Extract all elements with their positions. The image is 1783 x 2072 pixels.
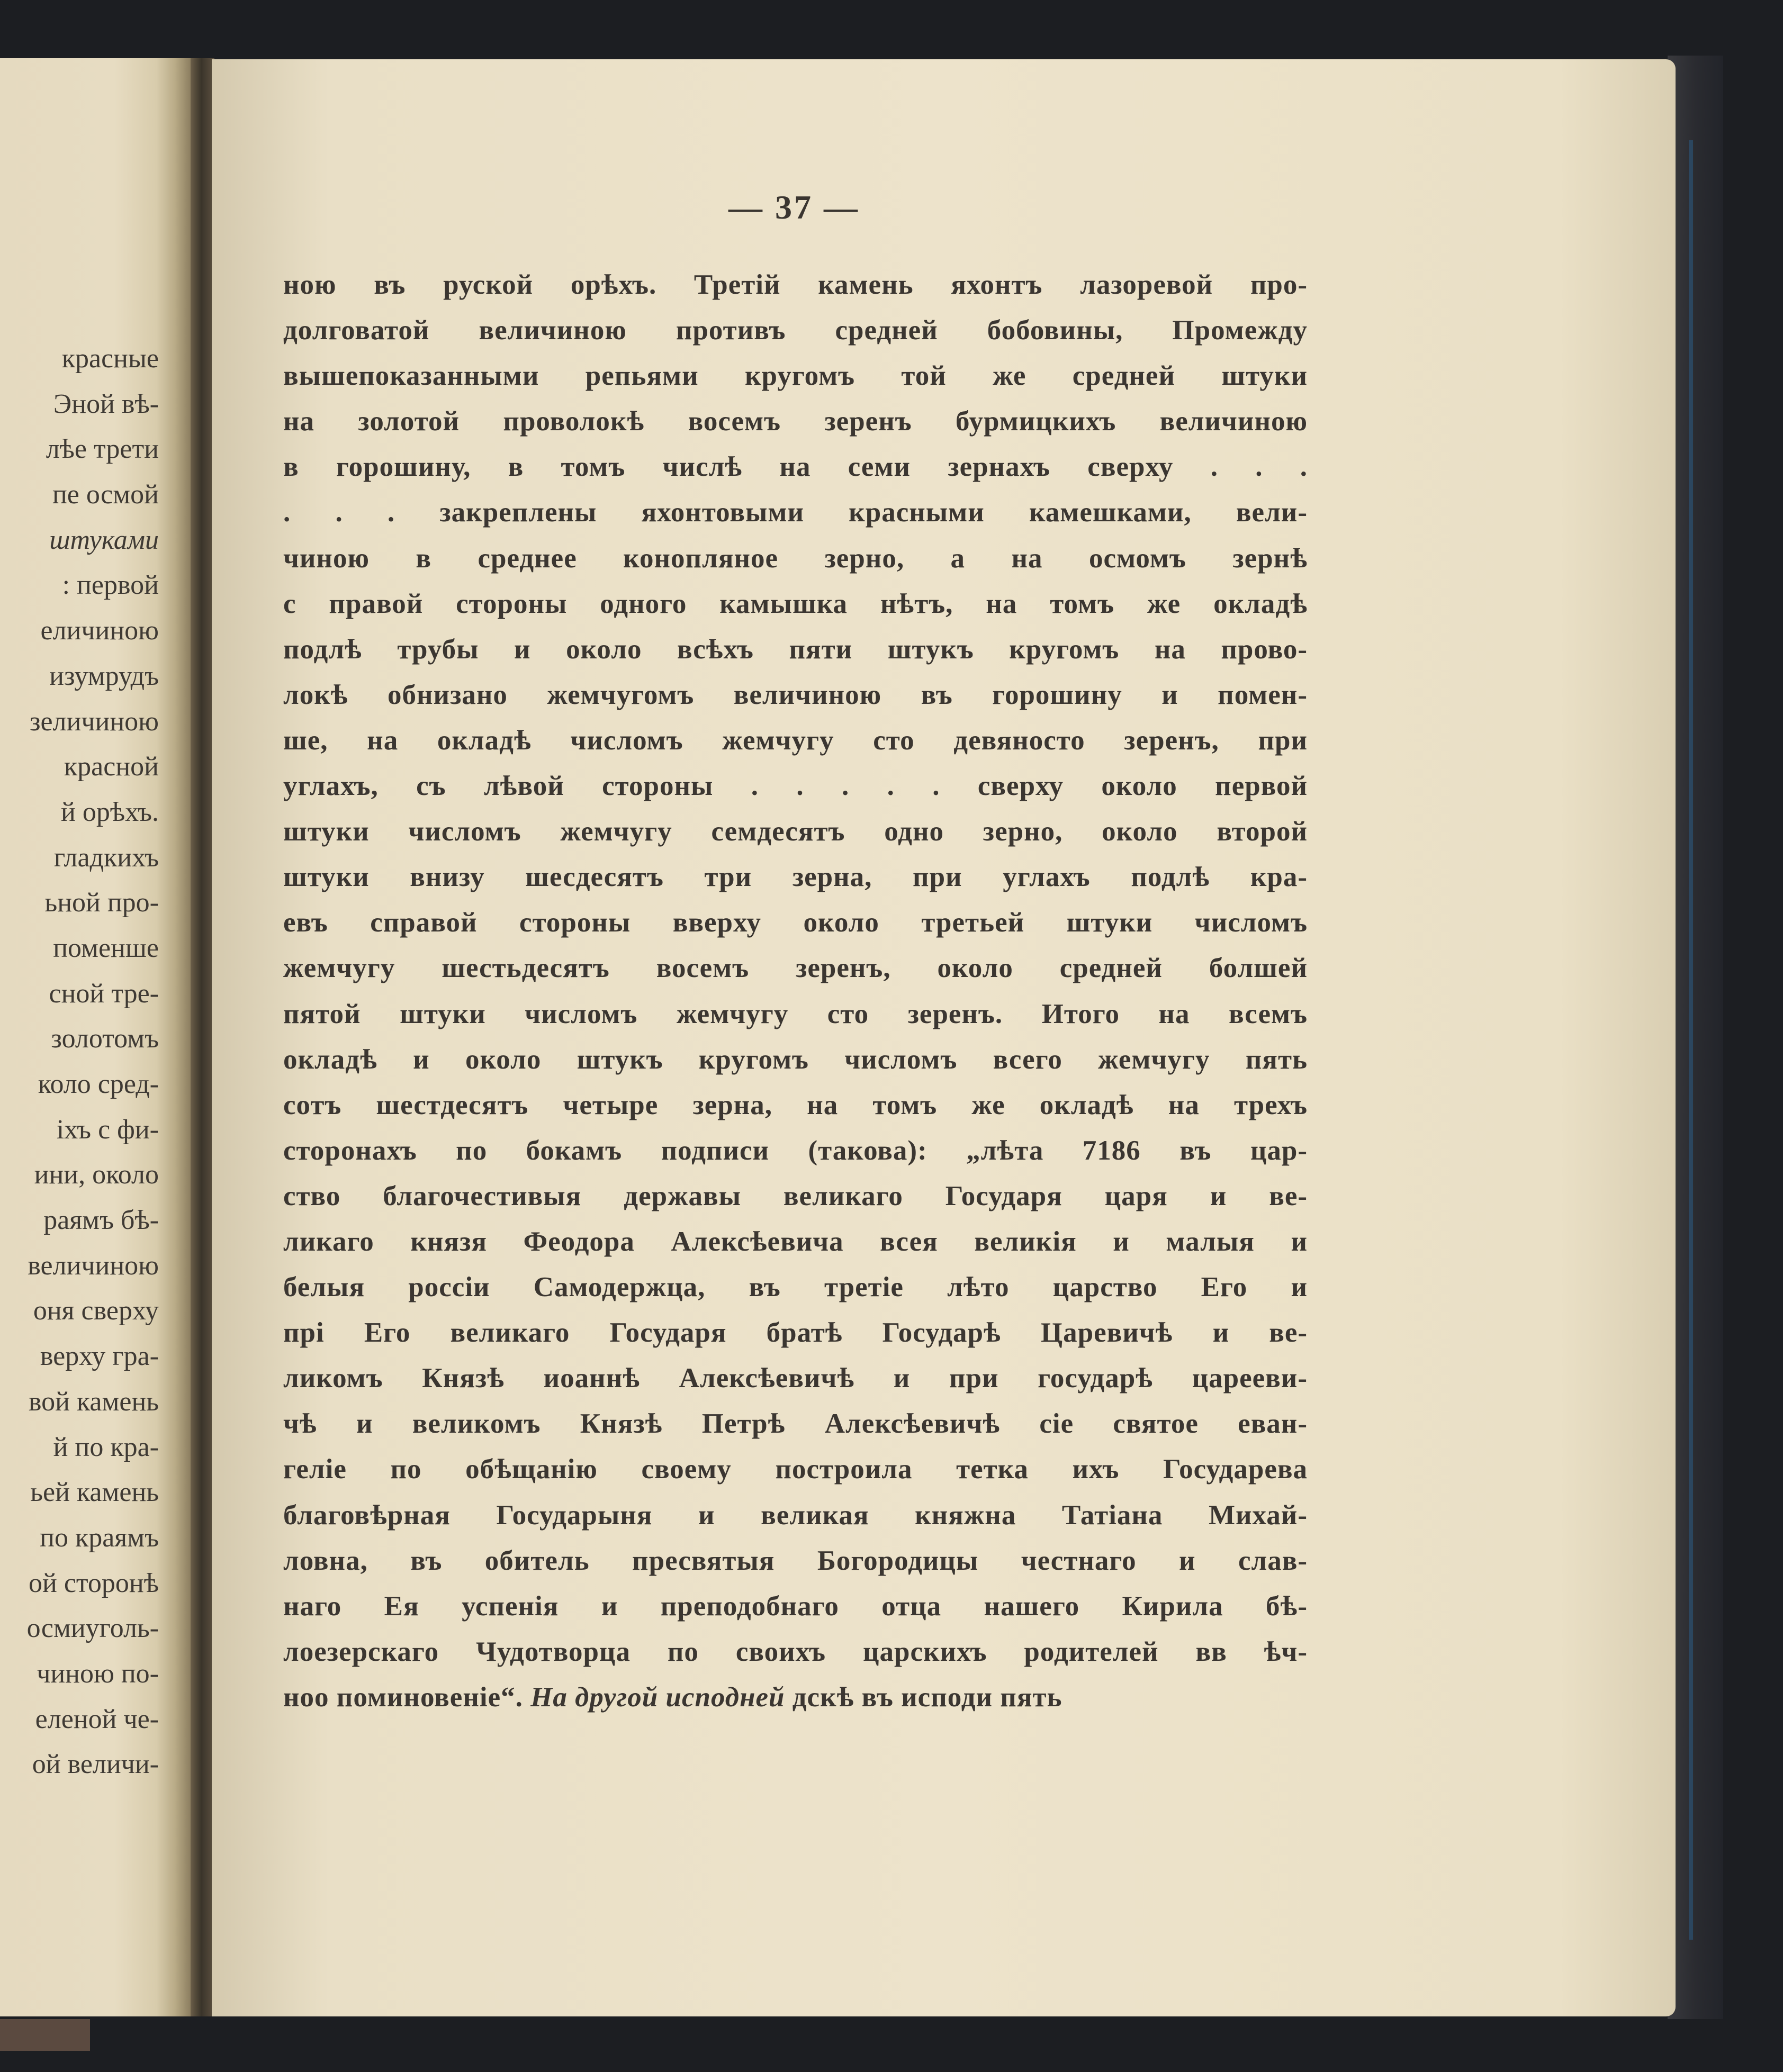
book-gutter: [191, 58, 214, 2016]
left-line: пе осмой: [52, 479, 159, 510]
text-line: долговатой величиною противъ средней бобовины, Промежду: [283, 315, 1308, 346]
text-line: чѣ и великомъ Князѣ Петрѣ Алексѣевичѣ сіе святое еван-: [283, 1408, 1308, 1440]
left-line: изумрудъ: [49, 660, 159, 691]
left-page-bottom-strip: [0, 2019, 90, 2051]
left-line: й по кра-: [53, 1432, 159, 1462]
text-line: геліе по обѣщанію своему построила тетка ихъ Государева: [283, 1454, 1308, 1485]
text-line: ше, на окладѣ числомъ жемчугу сто девяносто зеренъ, при: [283, 725, 1308, 756]
text-line: сотъ шестдесятъ четыре зерна, на томъ же окладѣ на трехъ: [283, 1089, 1308, 1120]
page-number: — 37 —: [728, 188, 860, 226]
text-line: штуки числомъ жемчугу семдесятъ одно зерно, около второй: [283, 816, 1308, 847]
text-line: белыя россіи Самодержца, въ третіе лѣто царство Его и: [283, 1272, 1308, 1303]
text-line: прі Его великаго Государя братѣ Государѣ Царевичѣ и ве-: [283, 1317, 1308, 1349]
text-line: углахъ, съ лѣвой стороны . . . . . сверху около первой: [283, 771, 1308, 802]
text-line: ною въ руской орѣхъ. Третій камень яхонтъ лазоревой про-: [283, 269, 1308, 300]
text-line: штуки внизу шесдесятъ три зерна, при углахъ подлѣ кра-: [283, 862, 1308, 893]
text-line: жемчугу шестьдесятъ восемъ зеренъ, около средней болшей: [283, 953, 1308, 984]
text-line: вышепоказанными репьями кругомъ той же средней штуки: [283, 360, 1308, 392]
left-line: величиною: [28, 1250, 159, 1281]
left-line: ой величи-: [32, 1749, 159, 1780]
left-line: гладкихъ: [53, 842, 159, 873]
left-line: іхъ с фи-: [56, 1114, 159, 1145]
left-line: штуками: [49, 524, 159, 555]
cover-edge-stripe: [1689, 140, 1693, 1940]
text-line: подлѣ трубы и около всѣхъ пяти штукъ кругомъ на прово-: [283, 634, 1308, 665]
left-line: красной: [64, 752, 159, 782]
left-line: вой камень: [28, 1386, 159, 1417]
left-line: раямъ бѣ-: [43, 1205, 159, 1236]
text-line: . . . закреплены яхонтовыми красными камешками, вели-: [283, 497, 1308, 528]
text-line: на золотой проволокѣ восемъ зеренъ бурмицкихъ величиною: [283, 406, 1308, 437]
left-line: й орѣхъ.: [61, 797, 159, 827]
text-line: благовѣрная Государыня и великая княжна Татіана Михай-: [283, 1499, 1308, 1531]
left-line: золотомъ: [51, 1024, 159, 1054]
left-line: Эной вѣ-: [53, 388, 159, 419]
left-line: чиною по-: [37, 1658, 159, 1689]
left-line: осмиуголь-: [26, 1613, 159, 1644]
left-line: ини, около: [34, 1160, 159, 1190]
left-line: сной тре-: [49, 978, 159, 1009]
left-line: оня сверху: [33, 1296, 159, 1326]
left-line: красные: [61, 343, 159, 374]
text-line: лоезерскаго Чудотворца по своихъ царскихъ родителей вв ѣч-: [283, 1636, 1308, 1667]
text-line: окладѣ и около штукъ кругомъ числомъ всего жемчугу пять: [283, 1044, 1308, 1075]
left-line: поменше: [53, 933, 159, 963]
text-line: ликомъ Князѣ иоаннѣ Алексѣевичѣ и при государѣ царееви-: [283, 1363, 1308, 1394]
text-line: локѣ обнизано жемчугомъ величиною въ горошину и помен-: [283, 679, 1308, 710]
italic-phrase: На другой исподней: [530, 1681, 785, 1713]
text-line-start: ноо поминовеніе“.: [283, 1681, 523, 1713]
left-line: зеличиною: [29, 706, 159, 737]
text-line: ликаго князя Феодора Алексѣевича всея великія и малыя и: [283, 1226, 1308, 1257]
left-page-text: [0, 336, 159, 1787]
text-line-end: дскѣ въ исподи пять: [792, 1681, 1062, 1713]
left-line: верху гра-: [40, 1341, 159, 1372]
left-line: еличиною: [40, 616, 159, 646]
text-line: сторонахъ по бокамъ подписи (такова): „лѣта 7186 въ цар-: [283, 1135, 1308, 1166]
book-cover-edge: [1668, 56, 1723, 2019]
text-line: евъ справой стороны вверху около третьей штуки числомъ: [283, 907, 1308, 938]
text-line: с правой стороны одного камышка нѣтъ, на томъ же окладѣ: [283, 588, 1308, 619]
text-line: пятой штуки числомъ жемчугу сто зеренъ. Итого на всемъ: [283, 998, 1308, 1029]
text-line: чиною в среднее конопляное зерно, а на осмомъ зернѣ: [283, 542, 1308, 574]
left-line: по краямъ: [40, 1522, 159, 1553]
left-line: : первой: [62, 570, 159, 601]
text-line: ство благочестивыя державы великаго Государя царя и ве-: [283, 1180, 1308, 1211]
left-line: еленой че-: [35, 1704, 159, 1734]
left-line: коло сред-: [38, 1069, 159, 1099]
left-page: [0, 58, 191, 2016]
left-line: ьной про-: [44, 888, 159, 918]
text-line: ловна, въ обитель пресвятыя Богородицы честнаго и слав-: [283, 1545, 1308, 1576]
left-line: ьей камень: [30, 1477, 159, 1508]
text-line: в горошину, в томъ числѣ на семи зернахъ сверху . . .: [283, 451, 1308, 483]
page-body-text: [283, 262, 1308, 1720]
left-line: ой сторонѣ: [28, 1568, 159, 1598]
text-line-final: [283, 1675, 1308, 1720]
text-line: наго Ея успенія и преподобнаго отца нашего Кирила бѣ-: [283, 1590, 1308, 1622]
left-line: лѣе трети: [46, 434, 159, 465]
